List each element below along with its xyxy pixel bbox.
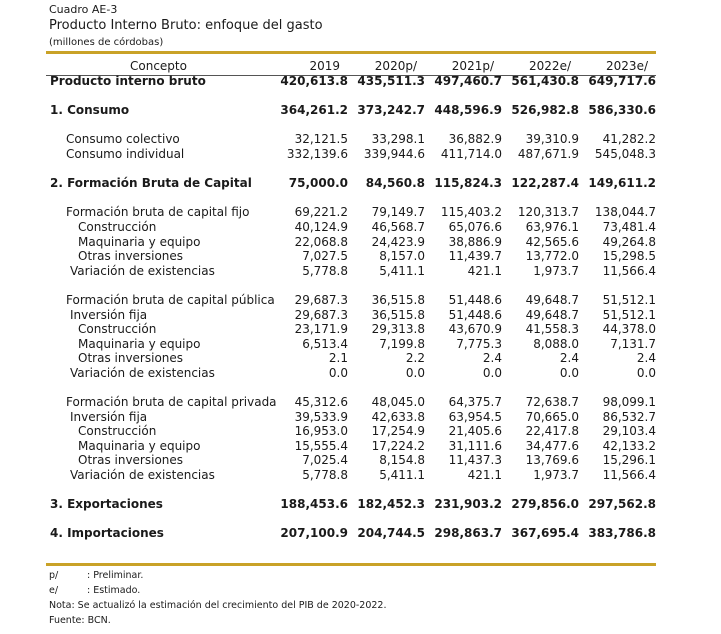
value-cell: 2.4 (482, 351, 502, 366)
row-label: 2. Formación Bruta de Capital (50, 176, 252, 191)
value-cell: 23,171.9 (294, 322, 348, 337)
spacer-row (46, 278, 656, 293)
col-header-2023: 2023e/ (606, 58, 648, 73)
value-cell: 36,515.8 (371, 307, 425, 322)
value-cell: 8,088.0 (533, 336, 579, 351)
value-cell: 2.4 (636, 351, 656, 366)
value-cell: 86,532.7 (602, 409, 656, 424)
value-cell: 5,778.8 (302, 263, 348, 278)
row-label: Inversión fija (70, 307, 148, 322)
value-cell: 435,511.3 (357, 74, 425, 88)
value-cell: 0.0 (559, 365, 579, 380)
value-cell: 15,555.4 (294, 438, 348, 453)
value-cell: 98,099.1 (602, 395, 656, 410)
spacer-cell (46, 278, 656, 293)
value-cell: 586,330.6 (588, 103, 656, 118)
spacer-cell (46, 380, 656, 395)
value-cell: 1,973.7 (533, 468, 579, 483)
spacer-row (46, 162, 656, 177)
value-cell: 29,313.8 (371, 322, 425, 337)
value-cell: 8,154.8 (379, 453, 425, 468)
spacer-cell (46, 89, 656, 104)
row-label: Consumo colectivo (66, 132, 180, 147)
value-cell: 11,437.3 (448, 453, 502, 468)
value-cell: 188,453.6 (280, 497, 348, 512)
value-cell: 298,863.7 (434, 526, 502, 541)
value-cell: 22,417.8 (525, 424, 579, 439)
table-row (46, 264, 656, 279)
bottom-rule (46, 563, 656, 566)
value-cell: 364,261.2 (280, 103, 348, 118)
value-cell: 332,139.6 (286, 146, 348, 161)
table-units: (millones de córdobas) (49, 37, 164, 48)
value-cell: 561,430.8 (511, 74, 579, 88)
value-cell: 5,411.1 (379, 263, 425, 278)
value-cell: 0.0 (636, 365, 656, 380)
note-p-text: : Preliminar. (87, 570, 144, 581)
value-cell: 36,515.8 (371, 292, 425, 307)
value-cell: 39,533.9 (294, 409, 348, 424)
value-cell: 49,264.8 (602, 234, 656, 249)
value-cell: 383,786.8 (588, 526, 656, 541)
row-label: Construcción (78, 424, 157, 439)
value-cell: 40,124.9 (294, 219, 348, 234)
table-row (46, 103, 656, 118)
value-cell: 43,670.9 (448, 322, 502, 337)
value-cell: 70,665.0 (525, 409, 579, 424)
row-label: Otras inversiones (78, 249, 184, 264)
value-cell: 29,103.4 (602, 424, 656, 439)
table-row (46, 468, 656, 483)
row-label: Inversión fija (70, 409, 148, 424)
value-cell: 120,313.7 (517, 205, 579, 220)
value-cell: 51,448.6 (448, 307, 502, 322)
value-cell: 63,954.5 (448, 409, 502, 424)
value-cell: 367,695.4 (511, 526, 579, 541)
value-cell: 7,131.7 (610, 336, 656, 351)
table-number: Cuadro AE-3 (49, 3, 118, 16)
row-label: Maquinaria y equipo (78, 336, 201, 351)
value-cell: 36,882.9 (448, 132, 502, 147)
value-cell: 84,560.8 (365, 176, 425, 191)
table-row (46, 424, 656, 439)
value-cell: 21,405.6 (448, 424, 502, 439)
value-cell: 122,287.4 (511, 176, 579, 191)
value-cell: 279,856.0 (511, 497, 579, 512)
table-row (46, 147, 656, 162)
value-cell: 11,566.4 (602, 263, 656, 278)
value-cell: 11,566.4 (602, 468, 656, 483)
value-cell: 448,596.9 (434, 103, 502, 118)
row-label: Variación de existencias (70, 365, 215, 380)
value-cell: 149,611.2 (588, 176, 656, 191)
value-cell: 51,448.6 (448, 292, 502, 307)
value-cell: 411,714.0 (440, 146, 502, 161)
value-cell: 79,149.7 (371, 205, 425, 220)
table-row (46, 410, 656, 425)
value-cell: 526,982.8 (511, 103, 579, 118)
row-label: Producto interno bruto (50, 74, 206, 88)
spacer-row (46, 89, 656, 104)
value-cell: 42,133.2 (602, 438, 656, 453)
row-label: Formación bruta de capital fijo (66, 205, 250, 220)
value-cell: 13,769.6 (525, 453, 579, 468)
row-label: Otras inversiones (78, 453, 184, 468)
value-cell: 6,513.4 (302, 336, 348, 351)
col-header-concepto: Concepto (130, 58, 187, 73)
value-cell: 64,375.7 (448, 395, 502, 410)
note-e-key: e/ (49, 585, 59, 596)
value-cell: 49,648.7 (525, 307, 579, 322)
value-cell: 5,411.1 (379, 468, 425, 483)
spacer-cell (46, 118, 656, 133)
value-cell: 41,558.3 (525, 322, 579, 337)
spacer-row (46, 118, 656, 133)
value-cell: 8,157.0 (379, 249, 425, 264)
table-row (46, 293, 656, 308)
note-actualizacion: Nota: Se actualizó la estimación del crecimiento del PIB de 2020-2022. (49, 600, 387, 611)
value-cell: 24,423.9 (371, 234, 425, 249)
table-row (46, 132, 656, 147)
value-cell: 69,221.2 (294, 205, 348, 220)
value-cell: 115,824.3 (434, 176, 502, 191)
spacer-cell (46, 483, 656, 498)
value-cell: 339,944.6 (363, 146, 425, 161)
value-cell: 0.0 (328, 365, 348, 380)
table-row (46, 366, 656, 381)
value-cell: 17,224.2 (371, 438, 425, 453)
value-cell: 420,613.8 (280, 74, 348, 88)
value-cell: 7,199.8 (379, 336, 425, 351)
spacer-cell (46, 512, 656, 527)
value-cell: 34,477.6 (525, 438, 579, 453)
value-cell: 22,068.8 (294, 234, 348, 249)
col-header-2020: 2020p/ (374, 58, 417, 73)
value-cell: 51,512.1 (602, 292, 656, 307)
value-cell: 545,048.3 (594, 146, 656, 161)
value-cell: 42,565.6 (525, 234, 579, 249)
value-cell: 17,254.9 (371, 424, 425, 439)
note-preliminar (49, 570, 143, 581)
value-cell: 48,045.0 (371, 395, 425, 410)
value-cell: 2.2 (405, 351, 425, 366)
row-label: Variación de existencias (70, 468, 215, 483)
row-label: Construcción (78, 322, 157, 337)
value-cell: 231,903.2 (434, 497, 502, 512)
spacer-row (46, 380, 656, 395)
spacer-row (46, 483, 656, 498)
value-cell: 31,111.6 (448, 438, 502, 453)
value-cell: 0.0 (405, 365, 425, 380)
value-cell: 39,310.9 (525, 132, 579, 147)
value-cell: 421.1 (467, 468, 502, 483)
top-rule (46, 51, 656, 54)
value-cell: 33,298.1 (371, 132, 425, 147)
value-cell: 38,886.9 (448, 234, 502, 249)
value-cell: 2.4 (559, 351, 579, 366)
spacer-row (46, 512, 656, 527)
value-cell: 204,744.5 (357, 526, 425, 541)
row-label: Maquinaria y equipo (78, 438, 201, 453)
table-row (46, 322, 656, 337)
value-cell: 1,973.7 (533, 263, 579, 278)
spacer-row (46, 191, 656, 206)
table-row (46, 205, 656, 220)
note-e-text: : Estimado. (87, 585, 141, 596)
value-cell: 207,100.9 (280, 526, 348, 541)
value-cell: 73,481.4 (602, 219, 656, 234)
table-row (46, 220, 656, 235)
value-cell: 49,648.7 (525, 292, 579, 307)
row-label: Construcción (78, 219, 157, 234)
value-cell: 29,687.3 (294, 307, 348, 322)
value-cell: 649,717.6 (588, 74, 656, 88)
table-row (46, 249, 656, 264)
value-cell: 373,242.7 (357, 103, 425, 118)
col-header-2019: 2019 (309, 58, 340, 73)
value-cell: 497,460.7 (434, 74, 502, 88)
row-label: Formación bruta de capital pública (66, 292, 275, 307)
gdp-expenditure-table (46, 58, 656, 541)
value-cell: 15,296.1 (602, 453, 656, 468)
spacer-cell (46, 191, 656, 206)
row-label: 3. Exportaciones (50, 497, 163, 512)
table-row (46, 497, 656, 512)
row-label: Formación bruta de capital privada (66, 395, 277, 410)
table-row (46, 308, 656, 323)
note-estimado (49, 585, 140, 596)
table-row (46, 337, 656, 352)
value-cell: 2.1 (328, 351, 348, 366)
value-cell: 32,121.5 (294, 132, 348, 147)
value-cell: 13,772.0 (525, 249, 579, 264)
value-cell: 45,312.6 (294, 395, 348, 410)
table-row (46, 395, 656, 410)
value-cell: 7,025.4 (302, 453, 348, 468)
value-cell: 115,403.2 (440, 205, 502, 220)
table-row (46, 235, 656, 250)
note-p-key: p/ (49, 570, 59, 581)
value-cell: 29,687.3 (294, 292, 348, 307)
value-cell: 41,282.2 (602, 132, 656, 147)
value-cell: 138,044.7 (594, 205, 656, 220)
table-row (46, 351, 656, 366)
row-label: 4. Importaciones (50, 526, 164, 541)
row-label: Consumo individual (66, 146, 185, 161)
value-cell: 15,298.5 (602, 249, 656, 264)
value-cell: 75,000.0 (288, 176, 348, 191)
value-cell: 7,775.3 (456, 336, 502, 351)
row-label: 1. Consumo (50, 103, 130, 118)
value-cell: 487,671.9 (517, 146, 579, 161)
value-cell: 51,512.1 (602, 307, 656, 322)
value-cell: 421.1 (467, 263, 502, 278)
value-cell: 65,076.6 (448, 219, 502, 234)
table-title: Producto Interno Bruto: enfoque del gasto (49, 18, 323, 33)
table-row (46, 526, 656, 541)
value-cell: 44,378.0 (602, 322, 656, 337)
value-cell: 7,027.5 (302, 249, 348, 264)
table-row (46, 439, 656, 454)
value-cell: 0.0 (482, 365, 502, 380)
spacer-cell (46, 162, 656, 177)
col-header-2022: 2022e/ (529, 58, 571, 73)
value-cell: 5,778.8 (302, 468, 348, 483)
value-cell: 182,452.3 (357, 497, 425, 512)
table-row (46, 176, 656, 191)
col-header-2021: 2021p/ (451, 58, 494, 73)
value-cell: 16,953.0 (294, 424, 348, 439)
table-row (46, 453, 656, 468)
value-cell: 46,568.7 (371, 219, 425, 234)
table-row (46, 74, 656, 89)
value-cell: 42,633.8 (371, 409, 425, 424)
value-cell: 297,562.8 (588, 497, 656, 512)
value-cell: 72,638.7 (525, 395, 579, 410)
row-label: Variación de existencias (70, 263, 215, 278)
value-cell: 11,439.7 (448, 249, 502, 264)
row-label: Otras inversiones (78, 351, 184, 366)
source-note: Fuente: BCN. (49, 615, 111, 626)
row-label: Maquinaria y equipo (78, 234, 201, 249)
header-row (46, 58, 656, 74)
value-cell: 63,976.1 (525, 219, 579, 234)
